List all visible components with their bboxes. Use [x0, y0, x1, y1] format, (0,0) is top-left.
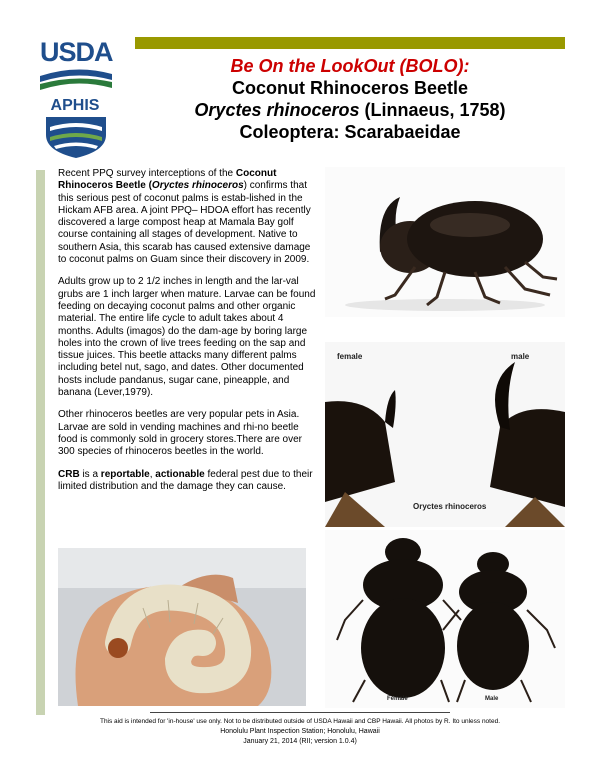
- beetle-side-photo: [325, 167, 565, 317]
- taxonomy: Coleoptera: Scarabaeidae: [239, 122, 461, 142]
- text-run: (: [145, 180, 152, 192]
- footer: [40, 717, 560, 747]
- authority: (Linnaeus, 1758): [359, 100, 506, 120]
- caption-female-dorsal: Female: [387, 696, 408, 702]
- footer-date: January 21, 2014 (RII; version 1.0.4): [243, 738, 357, 745]
- header-band: [135, 37, 565, 49]
- text-run: ) confirms that this serious pest of coconut palms is estab-lished in the Hickam AFB area: [58, 180, 307, 216]
- paragraph-intro: [58, 168, 316, 266]
- text-run: federal pest due to their limited distribution and the damage they can cause.: [58, 468, 313, 492]
- scientific-name-line: [130, 99, 570, 121]
- caption-species: Oryctes rhinoceros: [413, 502, 487, 511]
- text-run: ,: [149, 468, 156, 480]
- footer-rule: [150, 712, 450, 713]
- aphis-wordmark: APHIS: [50, 97, 100, 114]
- text-run: is a: [79, 468, 101, 480]
- text-run: actionable: [155, 468, 205, 480]
- usda-hills-icon: [40, 66, 112, 92]
- aphis-shield-icon: [40, 115, 112, 159]
- beetle-dorsal-photo: [325, 530, 565, 708]
- scientific-name: Oryctes rhinoceros: [194, 100, 360, 120]
- footer-disclaimer: This aid is intended for 'in-house' use only. Not to be distributed outside of USDA Hawaii and CBP Hawaii. All photos by R. Ito unless noted.: [99, 718, 501, 725]
- caption-male: male: [511, 352, 530, 361]
- left-rule: [36, 170, 45, 715]
- footer-station: Honolulu Plant Inspection Station; Honolulu, Hawaii: [220, 728, 380, 735]
- text-run: reportable: [100, 468, 150, 480]
- bolo-heading: Be On the LookOut (BOLO):: [230, 56, 470, 76]
- body-text: [58, 168, 316, 503]
- text-run: Oryctes rhinoceros: [151, 180, 244, 192]
- paragraph-pets: Other rhinoceros beetles are very popular pets in Asia. Larvae are sold in vending machines and rhi-no beetle food is commonly sold in grocery stores.There are over 300 species of rhinoceros beetles in the world.: [58, 409, 302, 458]
- caption-female: female: [337, 352, 363, 361]
- title-block: [130, 55, 570, 143]
- paragraph-biology: Adults grow up to 2 1/2 inches in length and the lar-val grubs are 1 inch larger when mature. Larvae can be found feeding on decaying coconut palms and other organic material. The entire life cycle to adult takes about 4 months. Adults (imagos) do the dam-age by boring large holes into the crown of live trees feeding on the sap and tissue juices. This beetle attacks many different palms including betel nut, sago, and dates. Other documented hosts include pandanus, sugar cane, pineapple, and banana (Lever,1979).: [58, 276, 316, 399]
- text-run: Recent PPQ survey interceptions of the: [58, 168, 236, 179]
- grub-in-hand-photo: [58, 548, 306, 706]
- text-run: . A joint PPQ– HDOA effort has recently discovered a large compost heap at Mamala Bay golf course containing all stages of development. Native to southern Asia, this scarab has caused extensive damage to coconut palms on Guam since their discovery in 2009.: [58, 204, 311, 266]
- caption-male-dorsal: Male: [485, 696, 499, 702]
- paragraph-regulatory: [58, 469, 316, 494]
- text-run: Coconut Rhinoceros Beetle: [58, 168, 277, 192]
- usda-aphis-logo: [40, 38, 112, 158]
- beetle-heads-photo: [325, 342, 565, 527]
- text-run: CRB: [58, 468, 80, 480]
- usda-wordmark: USDA: [40, 37, 113, 67]
- common-name: Coconut Rhinoceros Beetle: [231, 78, 469, 98]
